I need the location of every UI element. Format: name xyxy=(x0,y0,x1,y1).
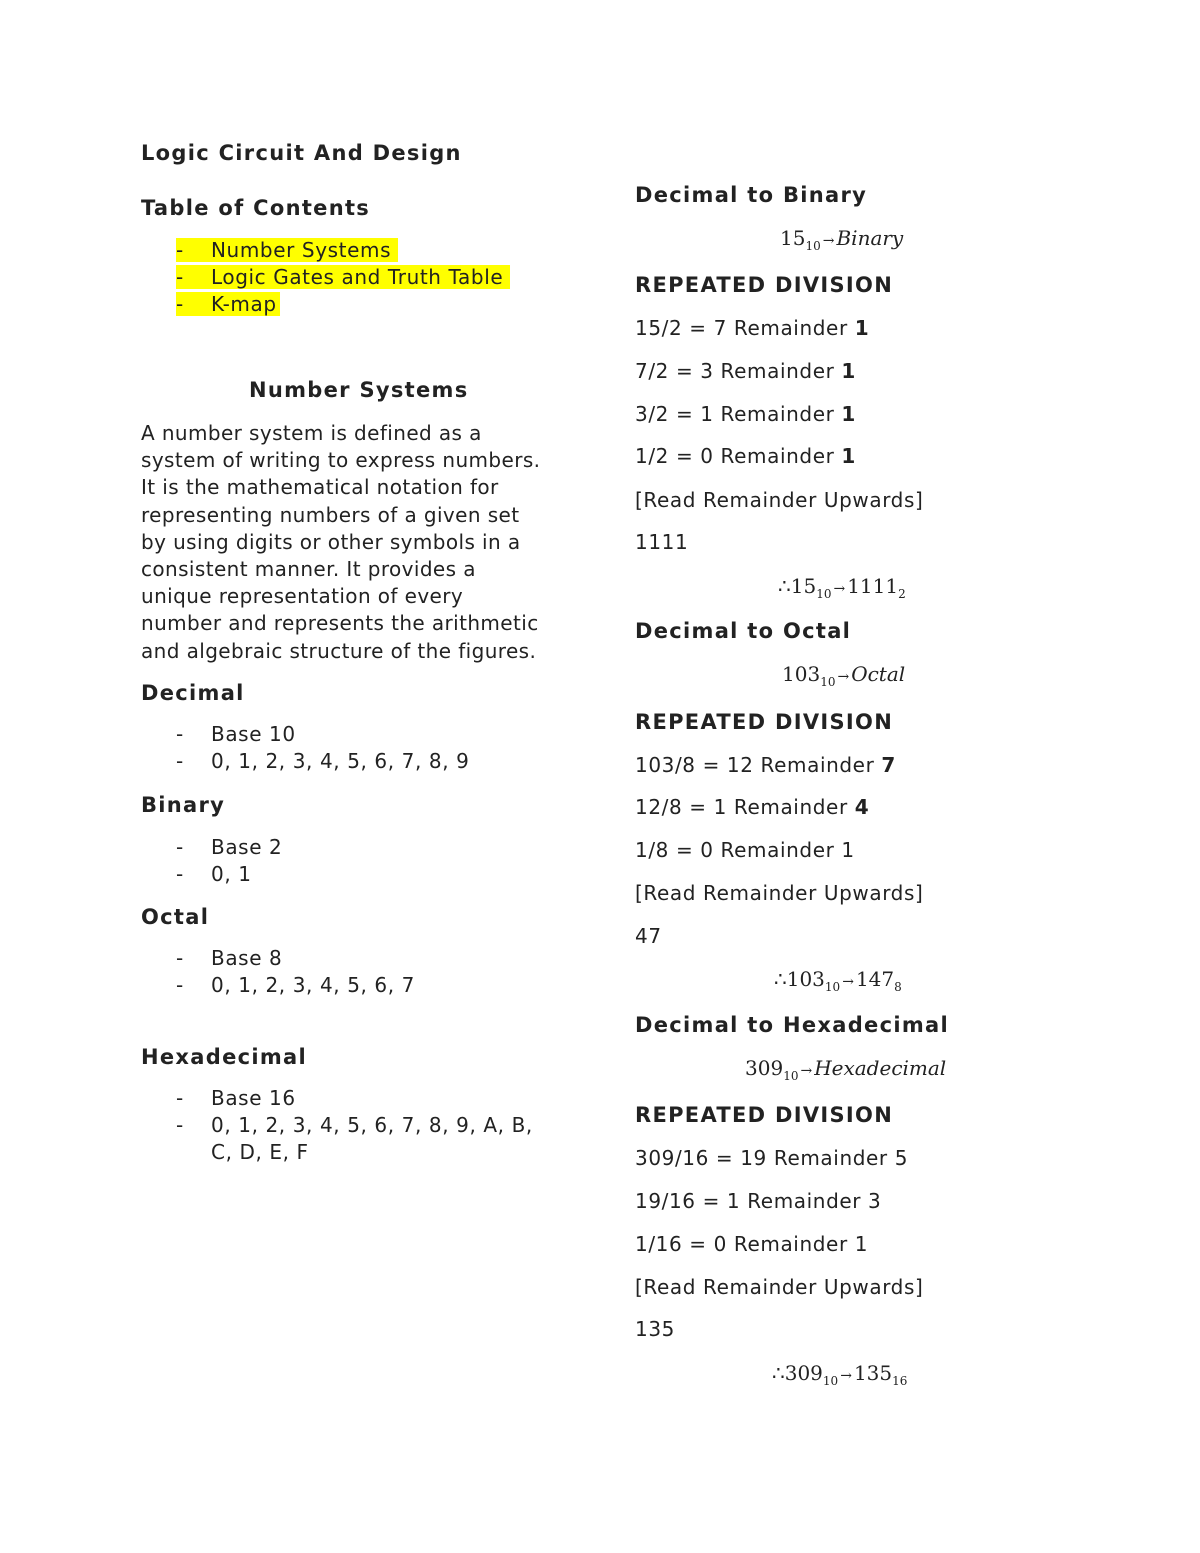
toc-item[interactable]: - Number Systems xyxy=(176,238,398,262)
bullet-dash: - xyxy=(176,946,184,970)
heading-hexadecimal: Hexadecimal xyxy=(141,1045,308,1069)
list-item: Base 16 xyxy=(211,1086,296,1110)
bullet-dash: - xyxy=(176,1113,184,1137)
paragraph-line: system of writing to express numbers. xyxy=(141,448,541,473)
method-label: REPEATED DIVISION xyxy=(635,273,894,297)
method-label: REPEATED DIVISION xyxy=(635,1103,894,1127)
document-title: Logic Circuit And Design xyxy=(141,141,462,165)
division-step: 19/16 = 1 Remainder 3 xyxy=(635,1189,882,1213)
result-value: 47 xyxy=(635,924,662,948)
paragraph-line: A number system is defined as a xyxy=(141,421,482,445)
paragraph-line: by using digits or other symbols in a xyxy=(141,529,521,554)
division-step: 15/2 = 7 Remainder 1 xyxy=(635,316,870,340)
list-item: 0, 1 xyxy=(211,862,252,886)
toc-item[interactable]: - K-map xyxy=(176,292,280,316)
read-instruction: [Read Remainder Upwards] xyxy=(635,1275,924,1299)
toc-item-label: Number Systems xyxy=(211,238,392,262)
paragraph-line: unique representation of every xyxy=(141,584,464,609)
number-system-definition xyxy=(141,420,571,665)
division-step: 3/2 = 1 Remainder 1 xyxy=(635,402,856,426)
paragraph-line: consistent manner. It provides a xyxy=(141,557,476,582)
conversion-equation: $15_{10}$ → Binary xyxy=(780,226,904,253)
heading-decimal-to-octal: Decimal to Octal xyxy=(635,619,852,643)
paragraph-line: It is the mathematical notation for xyxy=(141,475,499,500)
bullet-dash: - xyxy=(176,973,184,997)
paragraph-line: number and represents the arithmetic xyxy=(141,611,539,636)
toc-heading: Table of Contents xyxy=(141,196,371,220)
conversion-equation: $103_{10}$ → Octal xyxy=(782,662,906,689)
list-item: 0, 1, 2, 3, 4, 5, 6, 7 xyxy=(211,973,416,997)
toc-item-label: K-map xyxy=(211,292,277,316)
list-item: 0, 1, 2, 3, 4, 5, 6, 7, 8, 9 xyxy=(211,749,470,773)
final-equation: $\therefore 309_{10} \to 135_{16}$ xyxy=(772,1361,908,1388)
list-item: Base 10 xyxy=(211,722,296,746)
heading-binary: Binary xyxy=(141,793,226,817)
list-item: Base 8 xyxy=(211,946,283,970)
section-heading-number-systems: Number Systems xyxy=(249,378,469,402)
bullet-dash: - xyxy=(176,749,184,773)
final-equation: $\therefore 15_{10} \to 1111_2$ xyxy=(778,574,906,601)
paragraph-line: and algebraic structure of the figures. xyxy=(141,638,537,663)
toc-item-label: Logic Gates and Truth Table xyxy=(211,265,504,289)
result-value: 1111 xyxy=(635,530,689,554)
list-item: 0, 1, 2, 3, 4, 5, 6, 7, 8, 9, A, B, xyxy=(211,1113,533,1137)
conversion-equation: $309_{10}$ → Hexadecimal xyxy=(745,1056,947,1083)
heading-decimal-to-hexadecimal: Decimal to Hexadecimal xyxy=(635,1013,949,1037)
division-step: 1/2 = 0 Remainder 1 xyxy=(635,444,856,468)
division-step: 12/8 = 1 Remainder 4 xyxy=(635,795,870,819)
heading-octal: Octal xyxy=(141,905,210,929)
toc-item[interactable]: - Logic Gates and Truth Table xyxy=(176,265,510,289)
bullet-dash: - xyxy=(176,722,184,746)
division-step: 7/2 = 3 Remainder 1 xyxy=(635,359,856,383)
read-instruction: [Read Remainder Upwards] xyxy=(635,488,924,512)
list-item: Base 2 xyxy=(211,835,283,859)
bullet-dash: - xyxy=(176,835,184,859)
division-step: 103/8 = 12 Remainder 7 xyxy=(635,753,896,777)
list-item-continuation: C, D, E, F xyxy=(211,1140,309,1164)
result-value: 135 xyxy=(635,1317,675,1341)
read-instruction: [Read Remainder Upwards] xyxy=(635,881,924,905)
heading-decimal: Decimal xyxy=(141,681,245,705)
heading-decimal-to-binary: Decimal to Binary xyxy=(635,183,868,207)
division-step: 1/16 = 0 Remainder 1 xyxy=(635,1232,869,1256)
bullet-dash: - xyxy=(176,1086,184,1110)
bullet-dash: - xyxy=(176,862,184,886)
final-equation: $\therefore 103_{10} \to 147_8$ xyxy=(774,967,902,994)
division-step: 1/8 = 0 Remainder 1 xyxy=(635,838,855,862)
paragraph-line: representing numbers of a given set xyxy=(141,502,520,527)
division-step: 309/16 = 19 Remainder 5 xyxy=(635,1146,909,1170)
method-label: REPEATED DIVISION xyxy=(635,710,894,734)
